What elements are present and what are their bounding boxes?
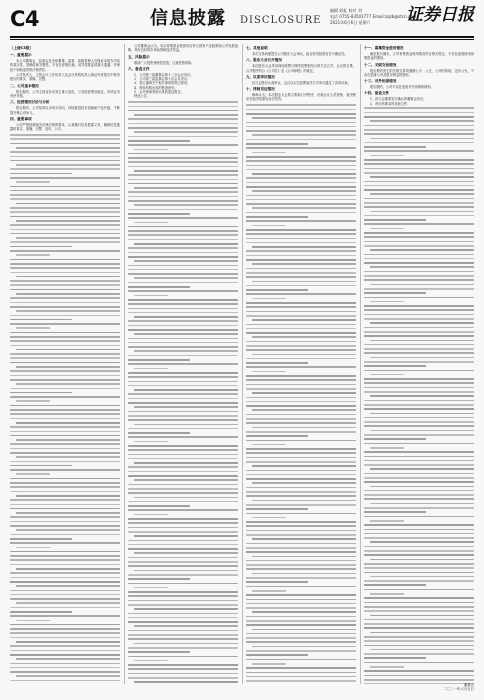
meta-line: 电话 0755-83501777 Email:zqsb@stcn.com (330, 14, 417, 19)
section-heading: （上接C3版） (10, 46, 34, 50)
body-paragraph: 公司董事会认为，本次募集资金投资项目符合国家产业政策和公司发展战略，具有良好的市场前景和经济效益。 (128, 44, 238, 53)
header-rule (10, 36, 474, 38)
body-paragraph: 报告期内，公司坚持以市场为导向，持续推进技术创新和产品升级，不断提升核心竞争力。 (10, 106, 120, 115)
body-paragraph: 报告期内，公司不存在违规对外担保的情形。 (370, 85, 434, 90)
body-paragraph: 敬请广大投资者理性投资，注意投资风险。 (134, 60, 195, 65)
list-item: 5、会计师事务所出具的鉴证报告。 (134, 90, 184, 95)
list-item: 2、公司第三届监事会第十次会议决议； (134, 77, 191, 82)
section-title: 信息披露 (150, 8, 226, 29)
body-paragraph: 报告期内，公司主营业务未发生重大变化，公司经营情况稳定，各项业务有序开展。 (10, 89, 120, 98)
list-item: 1、公司第三届董事会第十二次会议决议； (134, 72, 194, 77)
signature-line: 董事会 (463, 682, 474, 687)
list-item: 1、经与会董事签字确认的董事会决议； (370, 97, 427, 102)
column-4 (364, 44, 474, 684)
section-heading: 九、议案审议情况 (246, 74, 275, 79)
body-paragraph: 公司负责人、主管会计工作负责人及会计机构负责人保证年度报告中财务报告的真实、准确、完整。 (10, 73, 120, 82)
section-heading: 六、备查文件 (128, 66, 150, 71)
body-paragraph: 报告期内发生的关联交易均遵循公平、公正、公开的原则，定价公允，不存在损害公司及股东利益的情形。 (364, 68, 474, 77)
signature-date: 二〇二一年六月五日 (443, 687, 474, 692)
body-paragraph: 经与会股东认真审议，会议以记名投票表决方式审议通过了各项议案。 (252, 80, 351, 85)
body-paragraph: 律师认为，本次股东大会的召集和召开程序、出席会议人员资格、表决程序及表决结果均合法有效。 (246, 93, 356, 102)
section-heading: 十三、对外担保情况 (364, 79, 397, 84)
body-paragraph: 本次交易尚需提交公司股东大会审议，能否获得批准存在不确定性。 (252, 52, 348, 56)
header-rule-thin (10, 39, 474, 40)
column-3 (246, 44, 356, 684)
text-line (246, 683, 356, 684)
page-number: C4 (10, 7, 40, 31)
body-paragraph: 特此公告。 (134, 94, 150, 99)
column-2 (128, 44, 238, 684)
body-paragraph: 截至报告期末，公司募集资金使用情况符合相关规定，不存在违规使用募集资金的情形。 (364, 52, 474, 61)
article-columns (10, 44, 474, 684)
section-heading: 七、其他说明 (246, 46, 268, 50)
column-divider (242, 44, 243, 684)
section-heading: 三、经营情况讨论与分析 (10, 100, 50, 105)
section-heading: 四、重要事项 (10, 116, 32, 121)
list-item: 3、独立董事关于相关事项的独立意见； (134, 81, 191, 86)
list-item: 4、保荐机构出具的核查意见； (134, 85, 178, 90)
meta-line: 编辑 彩虹 校对 刘 (330, 8, 362, 13)
section-heading: 十、律师见证情况 (246, 87, 275, 92)
section-heading: 十四、备查文件 (364, 91, 390, 96)
list-item: 2、深交所要求的其他文件。 (370, 101, 411, 106)
body-paragraph: 本次股东大会采用现场投票与网络投票相结合的方式召开，会议的召集、召开程序符合《公司法》及《公司章程》的规定。 (246, 64, 356, 73)
paper-logo: 证券日报 (406, 5, 474, 25)
body-paragraph: 本公司董事会、监事会及全体董事、监事、高级管理人员保证本报告内容的真实性、准确性和完整性，不存在虚假记载、误导性陈述或重大遗漏，并承担个别和连带的法律责任。 (10, 59, 120, 72)
page-header (10, 4, 474, 38)
column-1 (10, 44, 120, 684)
section-heading: 十二、关联交易情况 (364, 62, 397, 67)
section-heading: 一、重要提示 (10, 53, 32, 57)
body-paragraph: 公司严格按照相关法律法规的要求，认真履行信息披露义务，确保信息披露的真实、准确、完整、及时、公平。 (10, 122, 120, 132)
section-heading: 二、公司基本情况 (10, 83, 39, 88)
section-title-en: DISCLOSURE (240, 15, 322, 26)
section-heading: 五、风险提示 (128, 54, 150, 59)
section-heading: 十一、募集资金使用情况 (364, 46, 404, 50)
text-line (10, 683, 120, 684)
column-divider (360, 44, 361, 684)
signature-block (364, 683, 474, 692)
column-divider (124, 44, 125, 684)
meta-line: 2021年6月6日 星期六 (330, 20, 371, 25)
section-heading: 八、股东大会召开情况 (246, 58, 282, 63)
